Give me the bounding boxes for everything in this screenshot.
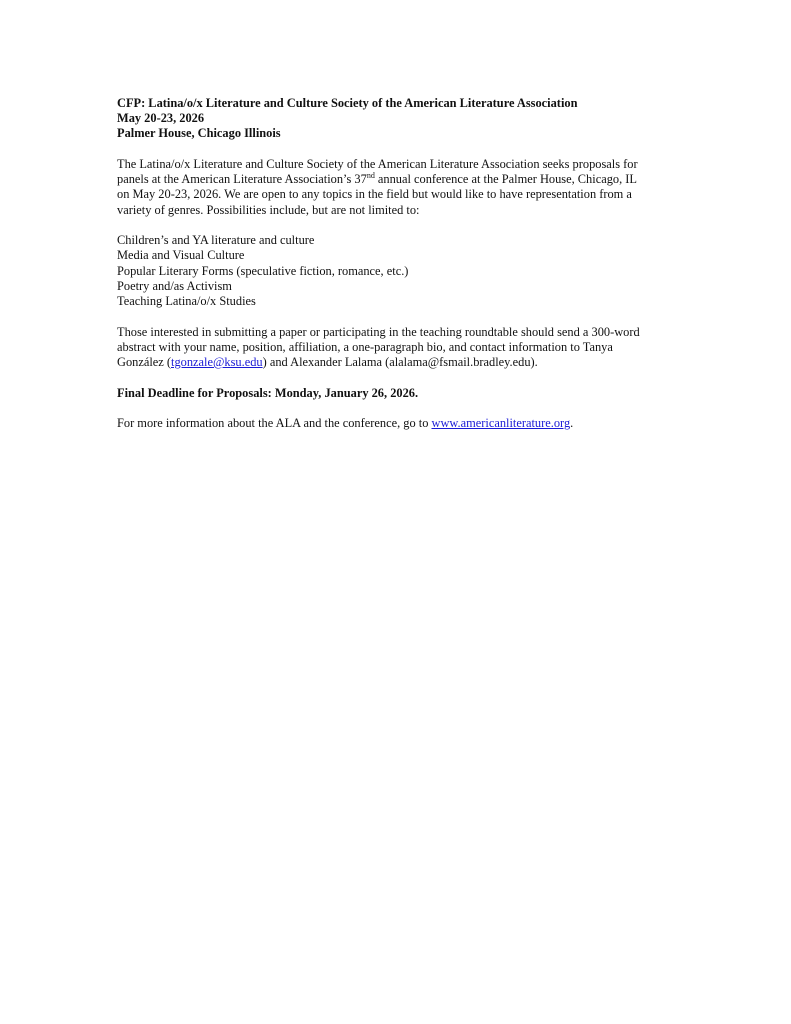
topic-item: Teaching Latina/o/x Studies	[117, 294, 256, 309]
intro-line: The Latina/o/x Literature and Culture Society of the American Literature Association seeks proposals for	[117, 157, 638, 171]
more-info-paragraph	[117, 416, 677, 431]
submission-paragraph	[117, 325, 677, 371]
more-info-text: .	[570, 416, 574, 431]
cfp-title: CFP: Latina/o/x Literature and Culture Society of the American Literature Association	[117, 96, 578, 110]
submission-line: Those interested in submitting a paper or participating in the teaching roundtable should send a 300-word	[117, 324, 640, 339]
spacer	[117, 309, 677, 324]
intro-line: variety of genres. Possibilities include, but are not limited to:	[117, 202, 420, 217]
spacer	[117, 218, 677, 233]
intro-line: on May 20-23, 2026. We are open to any topics in the field but would like to have representation from a	[117, 187, 632, 202]
deadline-text: Final Deadline for Proposals: Monday, January 26, 2026.	[117, 385, 419, 400]
ordinal-suffix: nd	[366, 171, 375, 181]
email-link[interactable]: tgonzale@ksu.edu	[171, 355, 263, 370]
intro-paragraph	[117, 157, 677, 218]
topic-item: Popular Literary Forms (speculative fiction, romance, etc.)	[117, 263, 409, 278]
submission-text: González (	[117, 355, 172, 370]
spacer	[117, 401, 677, 416]
intro-text: panels at the American Literature Association’s 37	[117, 172, 367, 187]
spacer	[117, 370, 677, 385]
submission-line	[117, 355, 677, 370]
spacer	[117, 142, 677, 157]
submission-line: abstract with your name, position, affiliation, a one-paragraph bio, and contact information to Tanya	[117, 339, 613, 354]
topic-item: Poetry and/as Activism	[117, 278, 232, 293]
intro-line	[117, 172, 677, 187]
cfp-heading	[117, 96, 677, 142]
website-link[interactable]: www.americanliterature.org	[431, 416, 571, 431]
intro-text: annual conference at the Palmer House, Chicago, IL	[374, 172, 637, 187]
topic-item: Media and Visual Culture	[117, 248, 245, 263]
topics-list	[117, 233, 677, 309]
cfp-dates: May 20-23, 2026	[117, 111, 205, 126]
submission-text: ) and Alexander Lalama (alalama@fsmail.bradley.edu).	[262, 355, 538, 370]
document-body	[117, 96, 677, 431]
topic-item: Children’s and YA literature and culture	[117, 233, 315, 248]
cfp-venue: Palmer House, Chicago Illinois	[117, 126, 281, 141]
more-info-text: For more information about the ALA and the conference, go to	[117, 416, 432, 431]
